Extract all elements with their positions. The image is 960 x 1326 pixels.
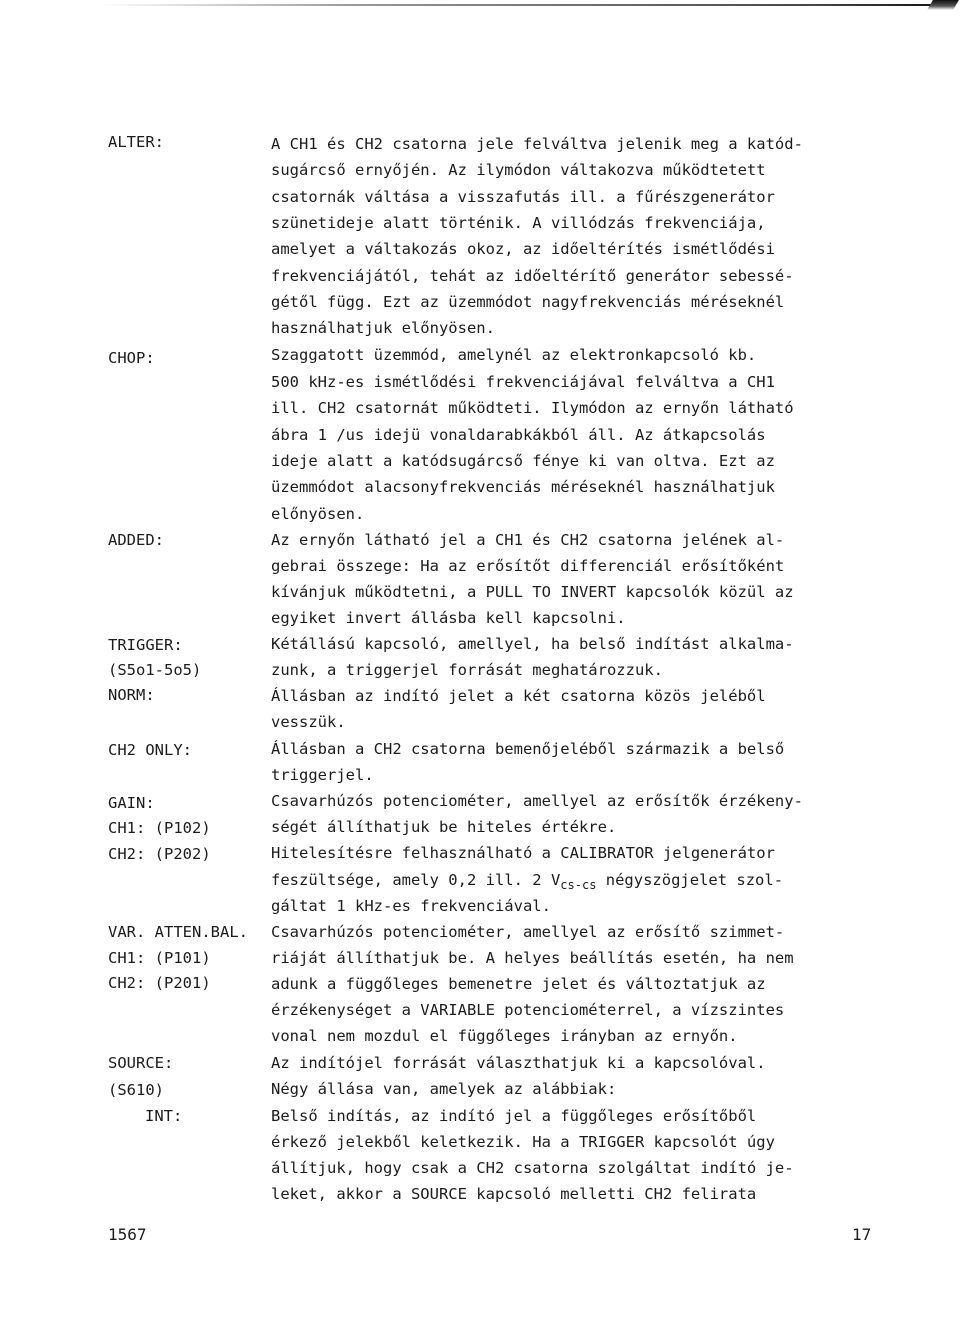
text-line: használhatjuk előnyösen. [271,319,495,337]
text-line: érkező jelekből keletkezik. Ha a TRIGGER kapcsolót úgy [271,1133,775,1151]
text-line: állítjuk, hogy csak a CH2 csatorna szolgáltat indító je- [271,1159,794,1177]
text-line: leket, akkor a SOURCE kapcsoló melletti CH2 felirata [271,1185,757,1203]
text-line: Állásban az indító jelet a két csatorna közös jeléből [271,687,766,705]
scan-edge-line [100,4,950,6]
text-line: Belső indítás, az indító jel a függőleges erősítőből [271,1107,757,1125]
text-line: előnyösen. [271,505,365,523]
label-source-switch: (S610) [108,1081,164,1099]
text-line: gétől függ. Ezt az üzemmódot nagyfrekvenciás méréseknél [271,293,785,311]
voltage-tail: négyszögjelet szol- [596,871,784,889]
label-source: SOURCE: [108,1054,174,1072]
text-line: Állásban a CH2 csatorna bemenőjeléből származik a belső [271,740,785,758]
text-line: Az indítójel forrását választhatjuk ki a kapcsolóval. [271,1054,766,1072]
text-line: vonal nem mozdul el függőleges irányban az ernyőn. [271,1027,738,1045]
text-line: ábra 1 /us idejü vonaldarabkákból áll. Az átkapcsolás [271,426,766,444]
text-line: Hitelesítésre felhasználható a CALIBRATOR jelgenerátor [271,844,775,862]
text-line-voltage [271,870,783,895]
text-line: triggerjel. [271,766,374,784]
text-line: 500 kHz-es ismétlődési frekvenciájával felváltva a CH1 [271,373,775,391]
text-line: Kétállású kapcsoló, amellyel, ha belső indítást alkalma- [271,635,794,653]
voltage-subscript: cs-cs [560,878,597,892]
text-line: üzemmódot alacsonyfrekvenciás méréseknél használhatjuk [271,478,775,496]
text-line: csatornák váltása a visszafutás ill. a fűrészgenerátor [271,188,775,206]
text-line: Csavarhúzós potenciométer, amellyel az erősítő szimmet- [271,923,785,941]
text-line: Csavarhúzós potenciométer, amellyel az erősítők érzékeny- [271,792,803,810]
text-line: riáját állíthatjuk be. A helyes beállítás esetén, ha nem [271,949,794,967]
text-line: kívánjuk működtetni, a PULL TO INVERT kapcsolók közül az [271,583,794,601]
label-trigger: TRIGGER: [108,636,183,654]
text-line: ideje alatt a katódsugárcső fénye ki van oltva. Ezt az [271,452,775,470]
text-line: zunk, a triggerjel forrását meghatározzuk. [271,661,663,679]
text-line: Szaggatott üzemmód, amelynél az elektronkapcsoló kb. [271,346,757,364]
page-number-right: 17 [852,1225,872,1244]
label-gain: GAIN: [108,794,155,812]
text-line: érzékenységet a VARIABLE potenciométerrel, a vízszintes [271,1001,785,1019]
page-number-left: 1567 [108,1225,147,1244]
label-bal-ch1: CH1: (P101) [108,949,211,967]
label-trigger-switch: (S5o1-5o5) [108,661,202,679]
label-alter: ALTER: [108,133,164,151]
text-line: gebrai összege: Ha az erősítőt differenciál erősítőként [271,557,785,575]
label-added: ADDED: [108,531,164,549]
text-line: Az ernyőn látható jel a CH1 és CH2 csatorna jelének al- [271,531,785,549]
text-line: adunk a függőleges bemenetre jelet és változtatjuk az [271,975,766,993]
text-line: ill. CH2 csatornát működteti. Ilymódon az ernyőn látható [271,399,794,417]
text-line: sugárcső ernyőjén. Az ilymódon váltakozva működtetett [271,161,766,179]
label-chop: CHOP: [108,349,155,367]
text-line: ségét állíthatjuk be hiteles értékre. [271,818,617,836]
voltage-text: feszültsége, amely 0,2 ill. 2 V [271,871,561,889]
text-line: egyiket invert állásba kell kapcsolni. [271,609,626,627]
text-line: amelyet a váltakozás okoz, az időeltérítés ismétlődési [271,240,775,258]
label-bal-ch2: CH2: (P201) [108,974,211,992]
label-int: INT: [145,1107,183,1125]
text-line: vesszük. [271,713,346,731]
label-gain-ch1: CH1: (P102) [108,819,211,837]
scan-edge-corner [927,0,959,10]
text-line: A CH1 és CH2 csatorna jele felváltva jelenik meg a katód- [271,135,803,153]
label-norm: NORM: [108,686,155,704]
text-line: szünetideje alatt történik. A villódzás frekvenciája, [271,214,766,232]
text-line: frekvenciájától, tehát az időeltérítő generátor sebessé- [271,267,794,285]
label-gain-ch2: CH2: (P202) [108,845,211,863]
text-line: gáltat 1 kHz-es frekvenciával. [271,897,551,915]
label-ch2-only: CH2 ONLY: [108,741,192,759]
label-var-atten-bal: VAR. ATTEN.BAL. [108,923,248,941]
text-line: Négy állása van, amelyek az alábbiak: [271,1080,617,1098]
